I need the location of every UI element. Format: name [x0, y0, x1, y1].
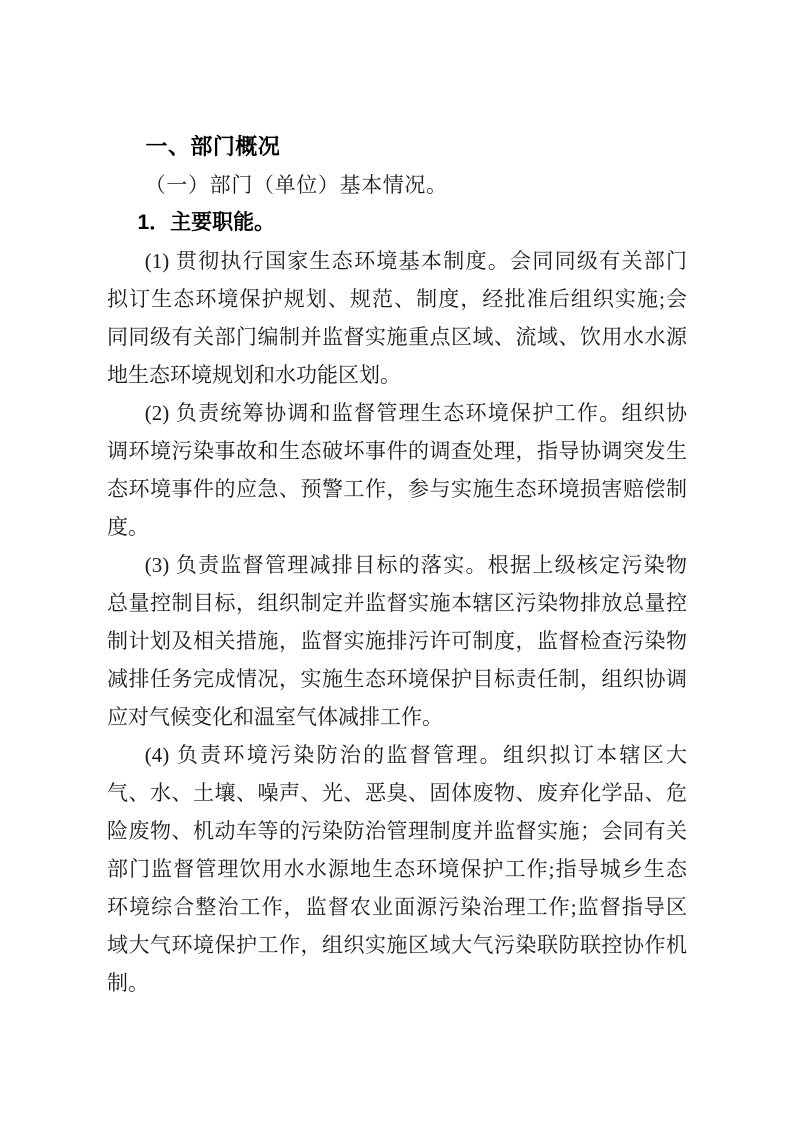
subsection-heading: （一）部门（单位）基本情况。: [144, 173, 448, 197]
text-line: 制。: [107, 971, 149, 995]
text-line: 同同级有关部门编制并监督实施重点区域、流域、饮用水水源: [107, 325, 687, 349]
paragraph-list: [107, 242, 687, 1002]
text-line: 部门监督管理饮用水水源地生态环境保护工作;指导城乡生态: [107, 857, 687, 881]
text-line: 减排任务完成情况，实施生态环境保护目标责任制，组织协调: [107, 667, 687, 691]
text-line: 域大气环境保护工作，组织实施区域大气污染联防联控协作机: [107, 933, 687, 957]
text-line: 态环境事件的应急、预警工作，参与实施生态环境损害赔偿制: [107, 477, 687, 501]
text-line: (3) 负责监督管理减排目标的落实。根据上级核定污染物: [144, 553, 687, 577]
paragraph: [107, 394, 687, 546]
text-line: (4) 负责环境污染防治的监督管理。组织拟订本辖区大: [144, 743, 687, 767]
paragraph: [107, 546, 687, 736]
section-heading: 一、部门概况: [145, 134, 281, 159]
text-line: 险废物、机动车等的污染防治管理制度并监督实施；会同有关: [107, 819, 687, 843]
text-line: (2) 负责统筹协调和监督管理生态环境保护工作。组织协: [144, 401, 687, 425]
text-line: 环境综合整治工作，监督农业面源污染治理工作;监督指导区: [107, 895, 687, 919]
paragraph: [107, 242, 687, 394]
text-line: 应对气候变化和温室气体减排工作。: [107, 705, 443, 729]
document-content: [107, 128, 687, 1002]
text-line: 地生态环境规划和水功能区划。: [107, 363, 401, 387]
text-line: 度。: [107, 515, 149, 539]
text-line: 制计划及相关措施，监督实施排污许可制度，监督检查污染物: [107, 629, 687, 653]
item-heading: 1．主要职能。: [137, 211, 276, 234]
text-line: 调环境污染事故和生态破坏事件的调查处理，指导协调突发生: [107, 439, 687, 463]
text-line: (1) 贯彻执行国家生态环境基本制度。会同同级有关部门: [144, 249, 687, 273]
text-line: 总量控制目标，组织制定并监督实施本辖区污染物排放总量控: [107, 591, 687, 615]
text-line: 气、水、土壤、噪声、光、恶臭、固体废物、废弃化学品、危: [107, 781, 687, 805]
paragraph: [107, 736, 687, 1002]
text-line: 拟订生态环境保护规划、规范、制度，经批准后组织实施;会: [107, 287, 687, 311]
